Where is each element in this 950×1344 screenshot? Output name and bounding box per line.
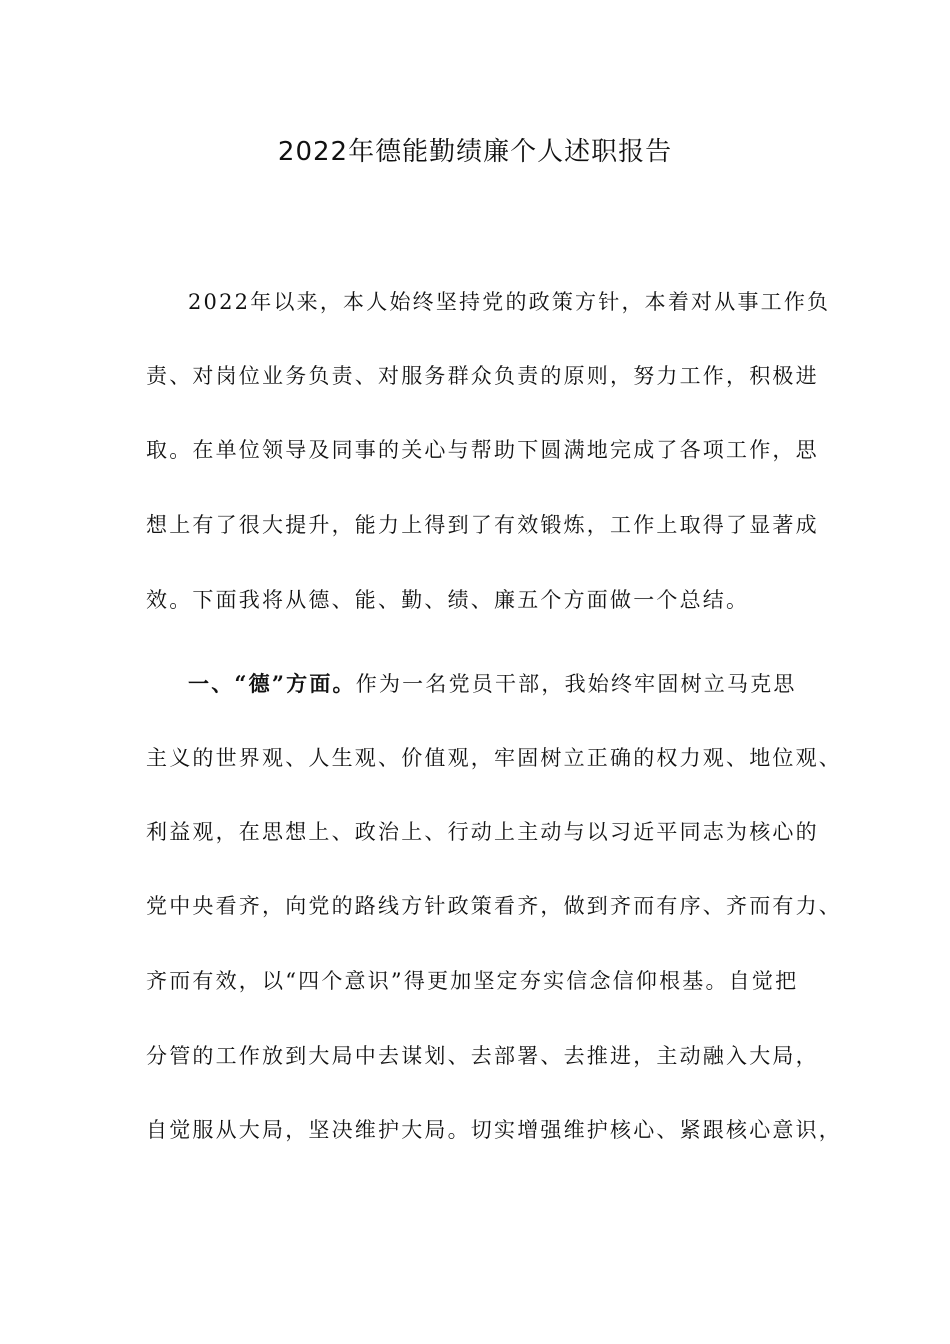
paragraph-line: 责、对岗位业务负责、对服务群众负责的原则，努力工作，积极进 <box>146 364 819 388</box>
paragraph-line: 齐而有效，以“四个意识”得更加坚定夯实信念信仰根基。自觉把 <box>146 969 799 993</box>
paragraph-line: 主义的世界观、人生观、价值观，牢固树立正确的权力观、地位观、 <box>146 746 842 770</box>
paragraph-line: 利益观，在思想上、政治上、行动上主动与以习近平同志为核心的 <box>146 820 819 844</box>
paragraph-line: 取。在单位领导及同事的关心与帮助下圆满地完成了各项工作，思 <box>146 438 819 462</box>
paragraph-line: 党中央看齐，向党的路线方针政策看齐，做到齐而有序、齐而有力、 <box>146 894 842 918</box>
paragraph-line: 分管的工作放到大局中去谋划、去部署、去推进，主动融入大局， <box>146 1044 819 1068</box>
section-heading-de: 一、“德”方面。 <box>188 671 356 696</box>
paragraph-line <box>188 664 797 704</box>
paragraph-line: 效。下面我将从德、能、勤、绩、廉五个方面做一个总结。 <box>146 588 750 612</box>
paragraph-text: 作为一名党员干部，我始终牢固树立马克思 <box>355 672 797 696</box>
document-title: 2022年德能勤绩廉个人述职报告 <box>277 137 673 167</box>
paragraph-line: 想上有了很大提升，能力上得到了有效锻炼，工作上取得了显著成 <box>146 513 819 537</box>
paragraph-line: 自觉服从大局，坚决维护大局。切实增强维护核心、紧跟核心意识， <box>146 1118 842 1142</box>
paragraph-line: 2022年以来，本人始终坚持党的政策方针，本着对从事工作负 <box>188 290 831 314</box>
